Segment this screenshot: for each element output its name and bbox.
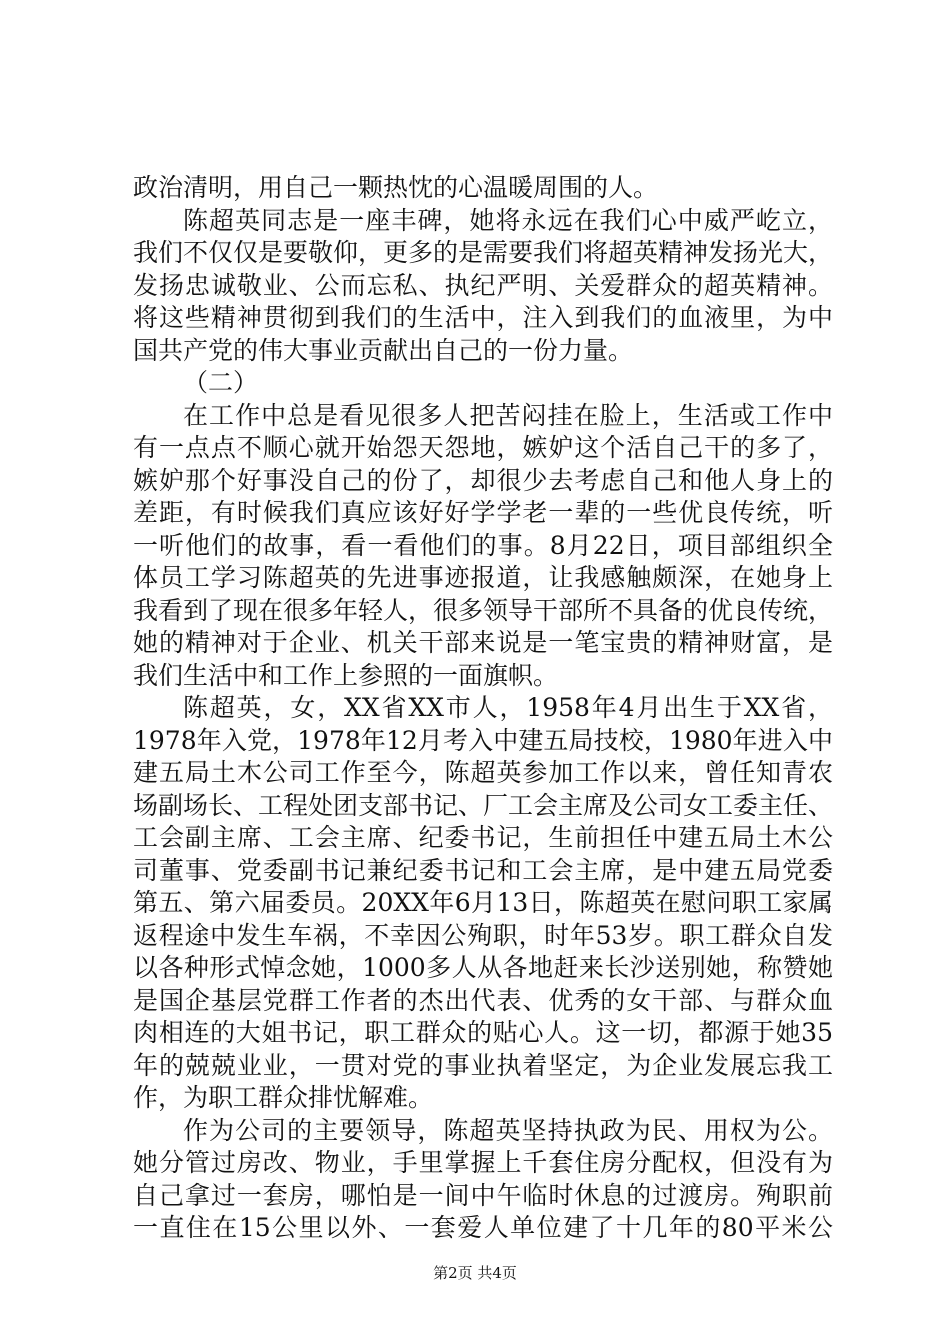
paragraph-start-line: 陈超英，女，XX省XX市人，1958年4月出生于XX省， <box>183 693 833 722</box>
paragraph-start-line: 在工作中总是看见很多人把苦闷挂在脸上，生活或工作中 <box>183 400 833 430</box>
text-line: 第五、第六届委员。20XX年6月13日，陈超英在慰问职工家属 <box>133 888 833 917</box>
section-heading: （二） <box>183 368 259 397</box>
text-line: 我看到了现在很多年轻人，很多领导干部所不具备的优良传统， <box>133 595 833 625</box>
paragraph-start-line: 陈超英同志是一座丰碑，她将永远在我们心中威严屹立， <box>183 205 833 235</box>
page-number-footer: 第2页 共4页 <box>433 1264 517 1282</box>
text-line: 工会副主席、工会主席、纪委书记，生前担任中建五局土木公 <box>133 823 833 852</box>
text-line: 国共产党的伟大事业贡献出自己的一份力量。 <box>133 335 634 365</box>
text-line: 肉相连的大姐书记，职工群众的贴心人。这一切，都源于她35 <box>133 1018 833 1047</box>
text-line: 以各种形式悼念她，1000多人从各地赶来长沙送别她，称赞她 <box>133 953 833 982</box>
text-line: 作，为职工群众排忧解难。 <box>133 1083 434 1112</box>
text-line: 体员工学习陈超英的先进事迹报道，让我感触颇深，在她身上 <box>133 563 833 592</box>
text-line: 她分管过房改、物业，手里掌握上千套住房分配权，但没有为 <box>133 1148 833 1177</box>
text-line: 将这些精神贯彻到我们的生活中，注入到我们的血液里，为中 <box>133 303 833 332</box>
text-line: 有一点点不顺心就开始怨天怨地，嫉妒这个活自己干的多了， <box>133 433 833 462</box>
text-line: 发扬忠诚敬业、公而忘私、执纪严明、关爱群众的超英精神。 <box>133 270 833 300</box>
text-line: 一听他们的故事，看一看他们的事。8月22日，项目部组织全 <box>133 530 833 560</box>
text-line: 建五局土木公司工作至今，陈超英参加工作以来，曾任知青农 <box>133 758 833 787</box>
text-line: 她的精神对于企业、机关干部来说是一笔宝贵的精神财富，是 <box>133 628 833 657</box>
text-line: 返程途中发生车祸，不幸因公殉职，时年53岁。职工群众自发 <box>133 920 833 950</box>
text-line: 差距，有时候我们真应该好好学学老一辈的一些优良传统，听 <box>133 498 833 527</box>
text-line: 我们生活中和工作上参照的一面旗帜。 <box>133 660 559 690</box>
text-line: 年的兢兢业业，一贯对党的事业执着坚定，为企业发展忘我工 <box>133 1050 833 1080</box>
text-line: 是国企基层党群工作者的杰出代表、优秀的女干部、与群众血 <box>133 985 833 1015</box>
text-line: 一直住在15公里以外、一套爱人单位建了十几年的80平米公 <box>133 1213 833 1242</box>
paragraph-start-line: 作为公司的主要领导，陈超英坚持执政为民、用权为公。 <box>183 1115 833 1145</box>
text-line: 我们不仅仅是要敬仰，更多的是需要我们将超英精神发扬光大， <box>133 238 833 267</box>
text-line: 嫉妒那个好事没自己的份了，却很少去考虑自己和他人身上的 <box>133 465 833 495</box>
text-line: 司董事、党委副书记兼纪委书记和工会主席，是中建五局党委 <box>133 855 833 885</box>
text-line: 1978年入党，1978年12月考入中建五局技校，1980年进入中 <box>133 725 833 755</box>
document-body <box>133 172 833 1245</box>
text-line: 场副场长、工程处团支部书记、厂工会主席及公司女工委主任、 <box>133 790 833 820</box>
text-line: 自己拿过一套房，哪怕是一间中午临时休息的过渡房。殉职前 <box>133 1180 833 1210</box>
text-line: 政治清明，用自己一颗热忱的心温暖周围的人。 <box>133 173 659 202</box>
